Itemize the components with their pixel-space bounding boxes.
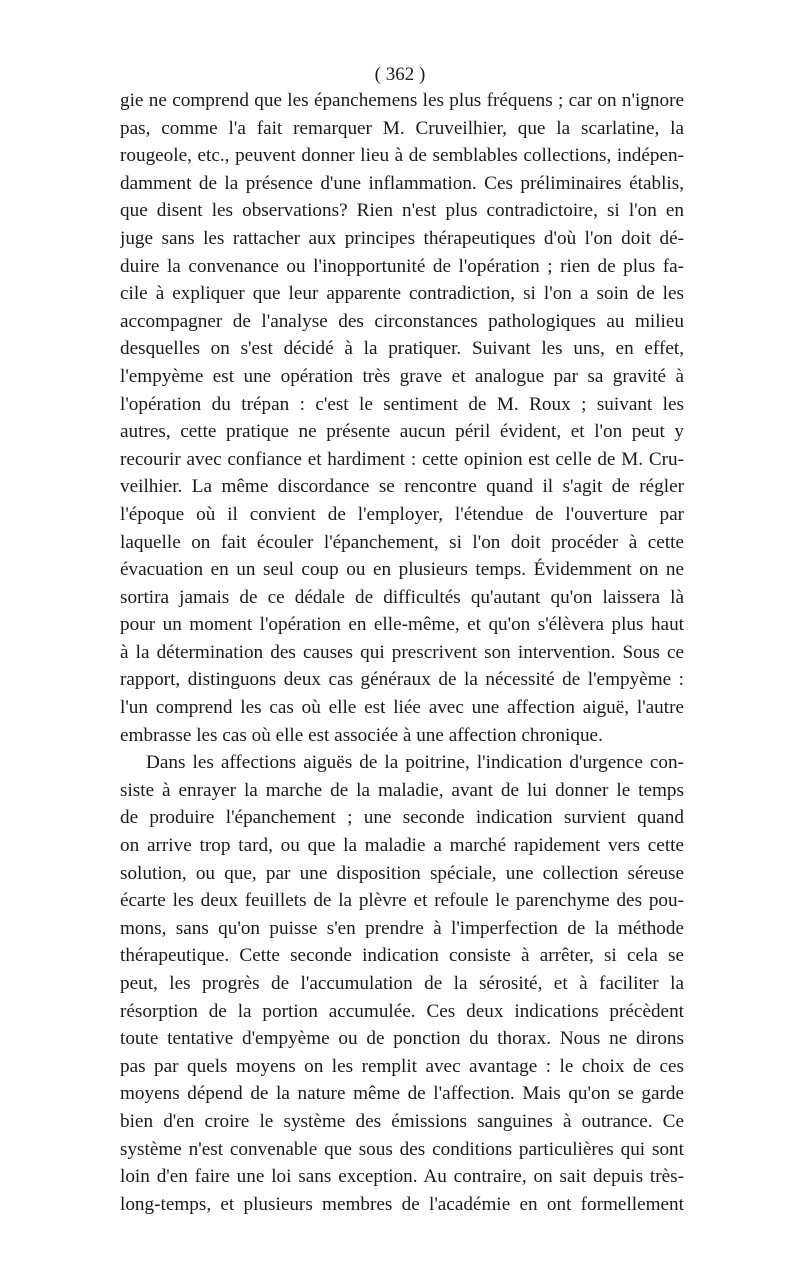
body-text: [120, 87, 684, 1218]
text-line: toute tentative d'empyème ou de ponction du thorax. Nous ne dirons: [120, 1028, 684, 1050]
text-line: pas par quels moyens on les remplit avec avantage : le choix de ces: [120, 1055, 684, 1077]
text-line: rapport, distinguons deux cas généraux de la nécessité de l'empyème :: [120, 669, 684, 691]
text-line: solution, ou que, par une disposition spéciale, une collection séreuse: [120, 862, 684, 884]
text-line: l'époque où il convient de l'employer, l'étendue de l'ouverture par: [120, 503, 684, 525]
paragraph-1: [120, 87, 684, 749]
text-line: veilhier. La même discordance se rencontre quand il s'agit de régler: [120, 476, 684, 498]
text-line: résorption de la portion accumulée. Ces deux indications précèdent: [120, 1000, 684, 1022]
paragraph-2: [120, 749, 684, 1218]
text-line: pas, comme l'a fait remarquer M. Cruveilhier, que la scarlatine, la: [120, 117, 684, 139]
text-line: à la détermination des causes qui prescrivent son intervention. Sous ce: [120, 641, 684, 663]
text-line: rougeole, etc., peuvent donner lieu à de semblables collections, indépen-: [120, 145, 684, 167]
text-line: bien d'en croire le système des émissions sanguines à outrance. Ce: [120, 1110, 684, 1132]
text-line: laquelle on fait écouler l'épanchement, si l'on doit procéder à cette: [120, 531, 684, 553]
text-line: duire la convenance ou l'inopportunité de l'opération ; rien de plus fa-: [120, 255, 684, 277]
text-line: damment de la présence d'une inflammation. Ces préliminaires établis,: [120, 172, 684, 194]
text-line: on arrive trop tard, ou que la maladie a marché rapidement vers cette: [120, 835, 684, 857]
text-line: autres, cette pratique ne présente aucun péril évident, et l'on peut y: [120, 421, 684, 443]
text-line: sortira jamais de ce dédale de difficultés qu'autant qu'on laissera là: [120, 586, 684, 608]
text-line: desquelles on s'est décidé à la pratiquer. Suivant les uns, en effet,: [120, 338, 684, 360]
text-line: thérapeutique. Cette seconde indication consiste à arrêter, si cela se: [120, 945, 684, 967]
text-line: écarte les deux feuillets de la plèvre et refoule le parenchyme des pou-: [120, 890, 684, 912]
text-line: pour un moment l'opération en elle-même, et qu'on s'élèvera plus haut: [120, 614, 684, 636]
text-line: recourir avec confiance et hardiment : cette opinion est celle de M. Cru-: [120, 448, 684, 470]
text-line: cile à expliquer que leur apparente contradiction, si l'on a soin de les: [120, 283, 684, 305]
text-line: siste à enrayer la marche de la maladie, avant de lui donner le temps: [120, 779, 684, 801]
text-line: système n'est convenable que sous des conditions particulières qui sont: [120, 1138, 684, 1160]
text-line: moyens dépend de la nature même de l'affection. Mais qu'on se garde: [120, 1083, 684, 1105]
text-line: l'opération du trépan : c'est le sentiment de M. Roux ; suivant les: [120, 393, 684, 415]
text-line: mons, sans qu'on puisse s'en prendre à l'imperfection de la méthode: [120, 917, 684, 939]
text-line: juge sans les rattacher aux principes thérapeutiques d'où l'on doit dé-: [120, 227, 684, 249]
text-line: l'un comprend les cas où elle est liée avec une affection aiguë, l'autre: [120, 697, 684, 719]
page-number: ( 362 ): [374, 64, 426, 85]
text-line: l'empyème est une opération très grave et analogue par sa gravité à: [120, 365, 684, 387]
text-line: peut, les progrès de l'accumulation de la sérosité, et à faciliter la: [120, 973, 684, 994]
text-line: évacuation en un seul coup ou en plusieurs temps. Évidemment on ne: [120, 559, 684, 581]
text-line: de produire l'épanchement ; une seconde indication survient quand: [120, 807, 684, 829]
text-line: gie ne comprend que les épanchemens les plus fréquens ; car on n'ignore: [120, 90, 684, 111]
text-line: accompagner de l'analyse des circonstances pathologiques au milieu: [120, 310, 684, 332]
text-line: Dans les affections aiguës de la poitrine, l'indication d'urgence con-: [146, 752, 684, 774]
text-line: embrasse les cas où elle est associée à une affection chronique.: [120, 724, 603, 746]
text-line: long-temps, et plusieurs membres de l'académie en ont formellement: [120, 1193, 684, 1215]
text-line: loin d'en faire une loi sans exception. Au contraire, on sait depuis très-: [120, 1166, 684, 1188]
text-line: que disent les observations? Rien n'est plus contradictoire, si l'on en: [120, 200, 684, 222]
